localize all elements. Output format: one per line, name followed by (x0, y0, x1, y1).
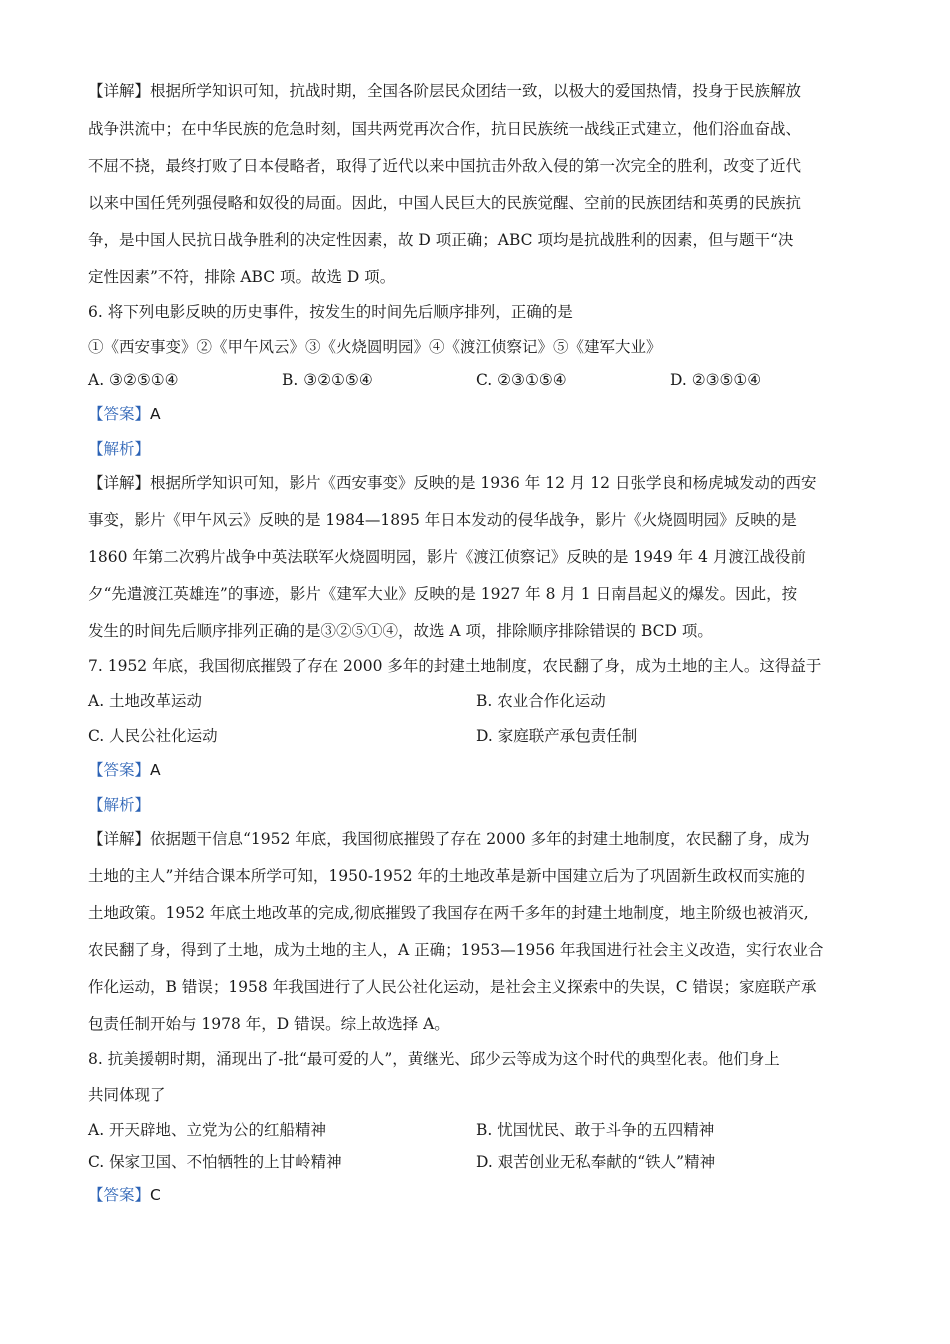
q7-detail-line-5: 作化运动，B 错误；1958 年我国进行了人民公社化运动，是社会主义探索中的失误，C 错误；家庭联产承 (88, 978, 817, 996)
detail5-line-3: 不屈不挠，最终打败了日本侵略者，取得了近代以来中国抗击外敌入侵的第一次完全的胜利，改变了近代 (88, 157, 802, 175)
q6-analysis-tag: 【解析】 (88, 440, 151, 458)
q6-detail-line-5: 发生的时间先后顺序排列正确的是③②⑤①④，故选 A 项，排除顺序排除错误的 BCD 项。 (88, 622, 713, 640)
answer-value: A (150, 761, 161, 779)
q6-option-c: C. ②③①⑤④ (476, 371, 567, 389)
q8-option-c: C. 保家卫国、不怕牺牲的上甘岭精神 (88, 1153, 342, 1171)
q8-stem-line-2: 共同体现了 (88, 1086, 166, 1104)
q7-answer (88, 760, 161, 780)
q8-option-a: A. 开天辟地、立党为公的红船精神 (88, 1121, 327, 1139)
answer-tag: 【答案】 (88, 761, 151, 779)
q6-option-d: D. ②③⑤①④ (670, 371, 762, 389)
answer-value: A (150, 405, 161, 423)
answer-tag: 【答案】 (88, 405, 151, 423)
q8-option-d: D. 艰苦创业无私奉献的“铁人”精神 (476, 1153, 716, 1171)
q6-detail-line-2: 事变，影片《甲午风云》反映的是 1984—1895 年日本发动的侵华战争，影片《火烧圆明园》反映的是 (88, 511, 797, 529)
q7-option-b: B. 农业合作化运动 (476, 692, 606, 710)
q6-detail-line-4: 夕“先遣渡江英雄连”的事迹，影片《建军大业》反映的是 1927 年 8 月 1 日南昌起义的爆发。因此，按 (88, 585, 798, 603)
q7-option-a: A. 土地改革运动 (88, 692, 203, 710)
detail5-line-4: 以来中国任凭列强侵略和奴役的局面。因此，中国人民巨大的民族觉醒、空前的民族团结和英勇的民族抗 (88, 194, 802, 212)
detail5-line-2: 战争洪流中；在中华民族的危急时刻，国共两党再次合作，抗日民族统一战线正式建立，他们浴血奋战、 (88, 120, 802, 138)
q6-detail-line-1: 【详解】根据所学知识可知，影片《西安事变》反映的是 1936 年 12 月 12 日张学良和杨虎城发动的西安 (88, 474, 817, 492)
q7-analysis-tag: 【解析】 (88, 796, 151, 814)
q8-option-b: B. 忧国忧民、敢于斗争的五四精神 (476, 1121, 715, 1139)
q7-detail-line-2: 土地的主人”并结合课本所学可知，1950-1952 年的土地改革是新中国建立后为了巩固新生政权而实施的 (88, 867, 805, 885)
answer-tag: 【答案】 (88, 1186, 151, 1204)
q8-stem-line-1: 8. 抗美援朝时期，涌现出了-批“最可爱的人”，黄继光、邱少云等成为这个时代的典型化表。他们身上 (88, 1050, 780, 1068)
q7-detail-line-6: 包责任制开始与 1978 年，D 错误。综上故选择 A。 (88, 1015, 450, 1033)
q8-answer (88, 1185, 161, 1205)
q7-option-c: C. 人民公社化运动 (88, 727, 218, 745)
detail5-line-1: 【详解】根据所学知识可知，抗战时期，全国各阶层民众团结一致，以极大的爱国热情，投身于民族解放 (88, 82, 802, 100)
detail5-line-6: 定性因素”不符，排除 ABC 项。故选 D 项。 (88, 268, 396, 286)
q6-detail-line-3: 1860 年第二次鸦片战争中英法联军火烧圆明园，影片《渡江侦察记》反映的是 1949 年 4 月渡江战役前 (88, 548, 806, 566)
q7-detail-line-4: 农民翻了身，得到了土地，成为土地的主人，A 正确；1953—1956 年我国进行社会主义改造，实行农业合 (88, 941, 824, 959)
q7-stem: 7. 1952 年底，我国彻底摧毁了存在 2000 多年的封建土地制度，农民翻了身，成为土地的主人。这得益于 (88, 657, 822, 675)
q6-answer (88, 404, 161, 424)
q6-option-b: B. ③②①⑤④ (282, 371, 373, 389)
q6-films: ①《西安事变》②《甲午风云》③《火烧圆明园》④《渡江侦察记》⑤《建军大业》 (88, 338, 662, 356)
detail5-line-5: 争，是中国人民抗日战争胜利的决定性因素，故 D 项正确；ABC 项均是抗战胜利的因素，但与题干“决 (88, 231, 794, 249)
q7-option-d: D. 家庭联产承包责任制 (476, 727, 638, 745)
answer-value: C (150, 1186, 161, 1204)
q6-option-a: A. ③②⑤①④ (88, 371, 179, 389)
q7-detail-line-1: 【详解】依据题干信息“1952 年底，我国彻底摧毁了存在 2000 多年的封建土地制度，农民翻了身，成为 (88, 830, 810, 848)
q7-detail-line-3: 土地政策。1952 年底土地改革的完成,彻底摧毁了我国存在两千多年的封建土地制度，地主阶级也被消灭, (88, 904, 809, 922)
q6-stem: 6. 将下列电影反映的历史事件，按发生的时间先后顺序排列，正确的是 (88, 303, 573, 321)
